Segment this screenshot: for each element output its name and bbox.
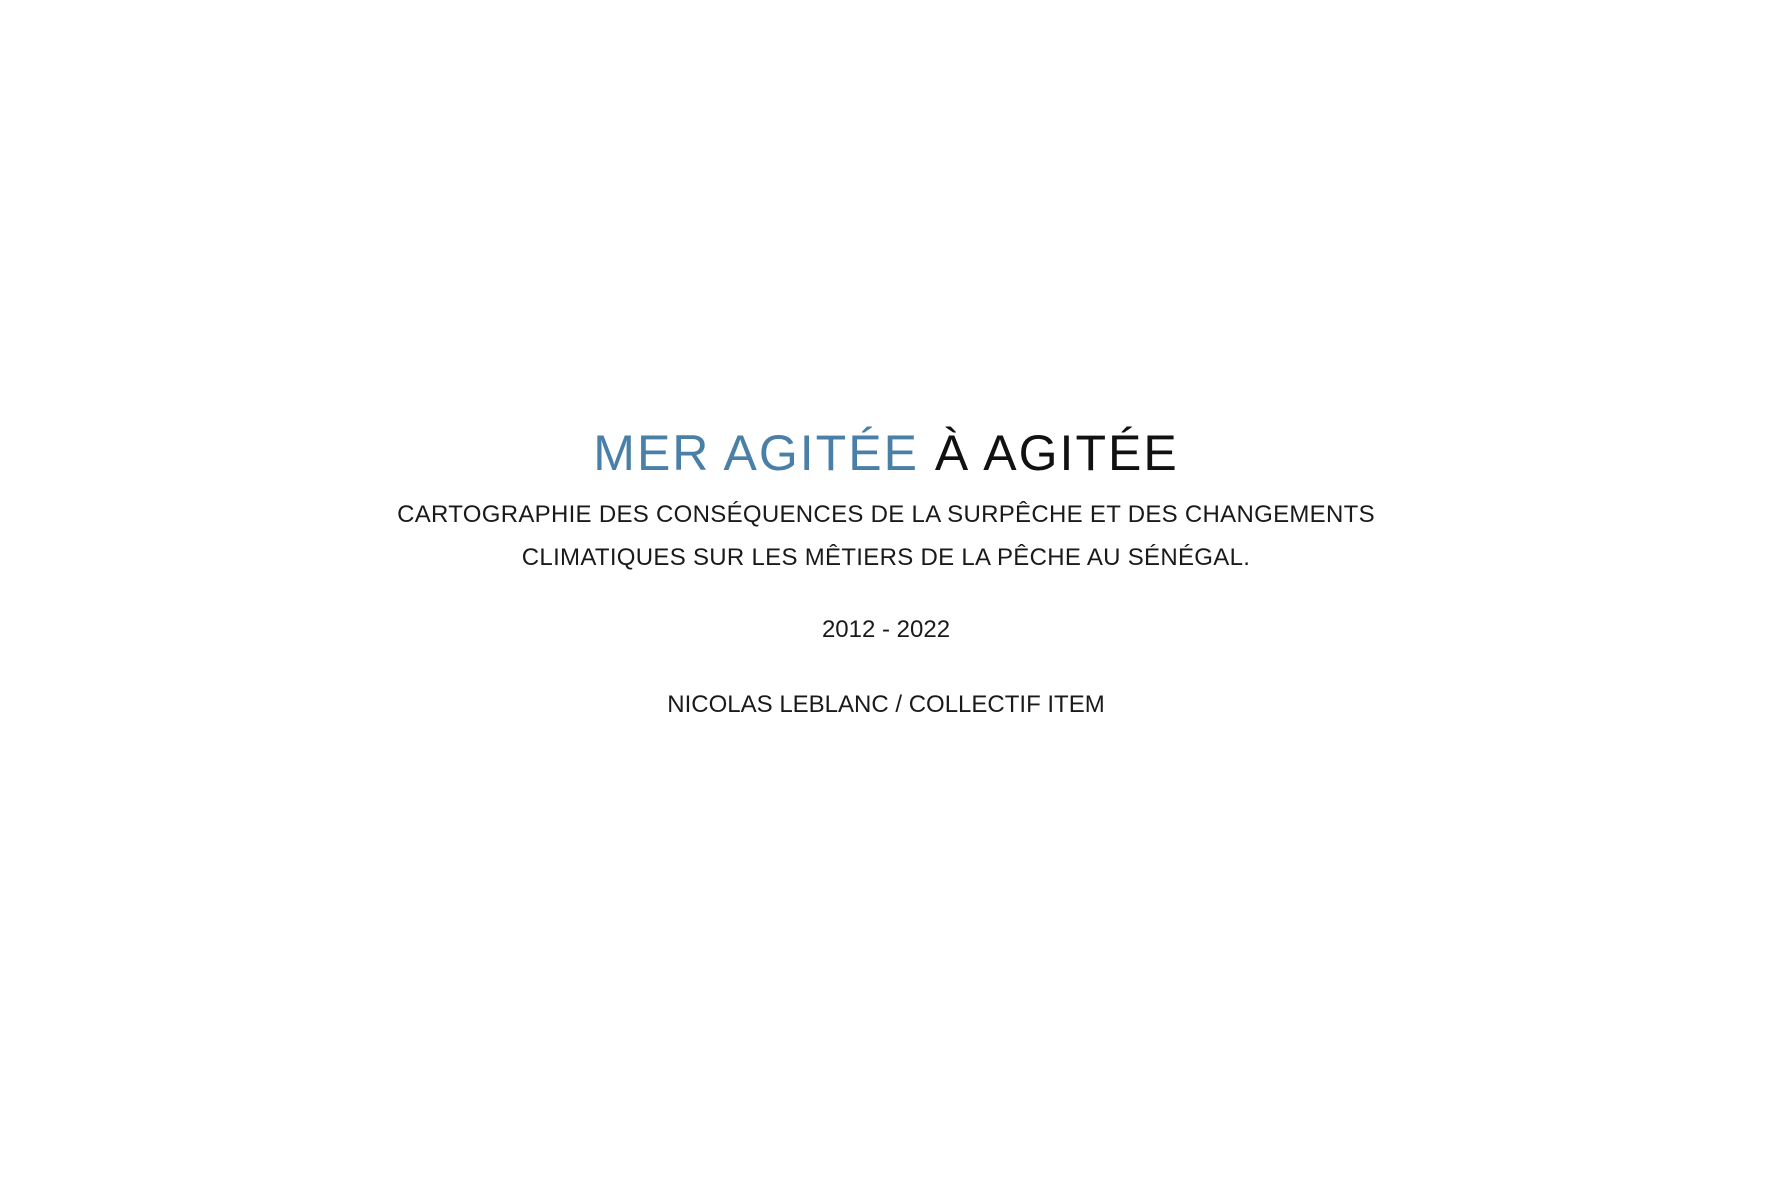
subtitle-line-2: CLIMATIQUES SUR LES MÊTIERS DE LA PÊCHE AU SÉNÉGAL. [521, 544, 1251, 571]
title-accent: MER AGITÉE [593, 425, 919, 481]
page-title [0, 425, 1772, 481]
author-credit: NICOLAS LEBLANC / COLLECTIF ITEM [667, 691, 1105, 718]
title-rest: À AGITÉE [934, 425, 1179, 481]
year-range: 2012 - 2022 [821, 616, 951, 643]
subtitle-line-1: CARTOGRAPHIE DES CONSÉQUENCES DE LA SURPÊCHE ET DES CHANGEMENTS [397, 501, 1375, 528]
subtitle [0, 493, 1772, 579]
